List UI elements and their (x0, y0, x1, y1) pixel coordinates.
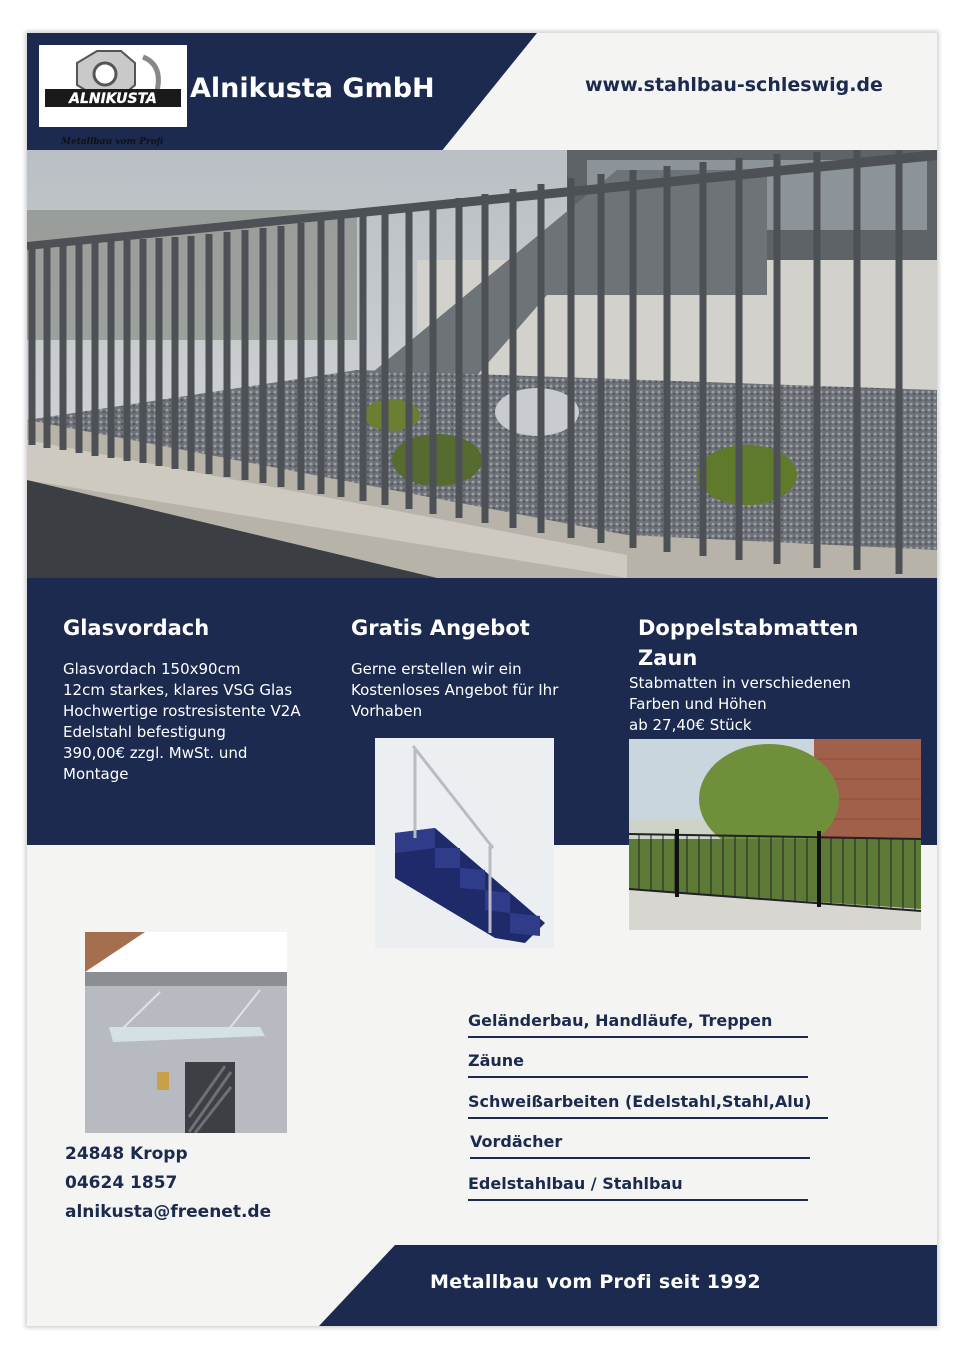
service-item: Schweißarbeiten (Edelstahl,Stahl,Alu) (468, 1092, 828, 1119)
website-link[interactable]: www.stahlbau-schleswig.de (585, 74, 883, 96)
service-item: Zäune (468, 1051, 808, 1078)
address: 24848 Kropp (65, 1144, 188, 1164)
svg-text:ALNIKUSTA: ALNIKUSTA (69, 91, 157, 107)
text-line: Stabmatten in verschiedenen (629, 674, 851, 692)
text-line: Kostenloses Angebot für Ihr (351, 681, 559, 699)
company-name: Alnikusta GmbH (190, 73, 435, 104)
service-item: Vordächer (470, 1132, 810, 1159)
text-line: Farben und Höhen (629, 695, 767, 713)
service-item: Geländerbau, Handläufe, Treppen (468, 1011, 808, 1038)
text-line: Hochwertige rostresistente V2A (63, 702, 301, 720)
text-line: Glasvordach 150x90cm (63, 660, 241, 678)
text-line: Vorhaben (351, 702, 423, 720)
glasvordach-description (63, 659, 343, 785)
logo-caption: Metallbau vom Profi (61, 137, 164, 147)
email-address[interactable]: alnikusta@freenet.de (65, 1202, 272, 1222)
gratis-angebot-description (351, 659, 601, 722)
phone-number[interactable]: 04624 1857 (65, 1173, 178, 1193)
double-bar-fence-image (629, 739, 921, 930)
title-line: Zaun (638, 646, 698, 670)
company-logo (39, 45, 187, 127)
nut-logo-icon (39, 45, 187, 127)
text-line: Edelstahl befestigung (63, 723, 226, 741)
doppelstabmatten-description (629, 673, 909, 736)
doppelstabmatten-title (638, 613, 858, 673)
glass-canopy-image (85, 932, 287, 1133)
stairs-railing-image (375, 738, 554, 948)
text-line: Montage (63, 765, 129, 783)
text-line: 12cm starkes, klares VSG Glas (63, 681, 293, 699)
service-item: Edelstahlbau / Stahlbau (468, 1174, 808, 1201)
flyer-page (27, 33, 937, 1326)
text-line: 390,00€ zzgl. MwSt. und (63, 744, 248, 762)
gratis-angebot-title: Gratis Angebot (351, 616, 530, 640)
text-line: Gerne erstellen wir ein (351, 660, 522, 678)
text-line: ab 27,40€ Stück (629, 716, 752, 734)
glasvordach-title: Glasvordach (63, 616, 210, 640)
hero-fence-photo (27, 150, 937, 578)
title-line: Doppelstabmatten (638, 616, 859, 640)
footer-slogan: Metallbau vom Profi seit 1992 (430, 1271, 761, 1293)
